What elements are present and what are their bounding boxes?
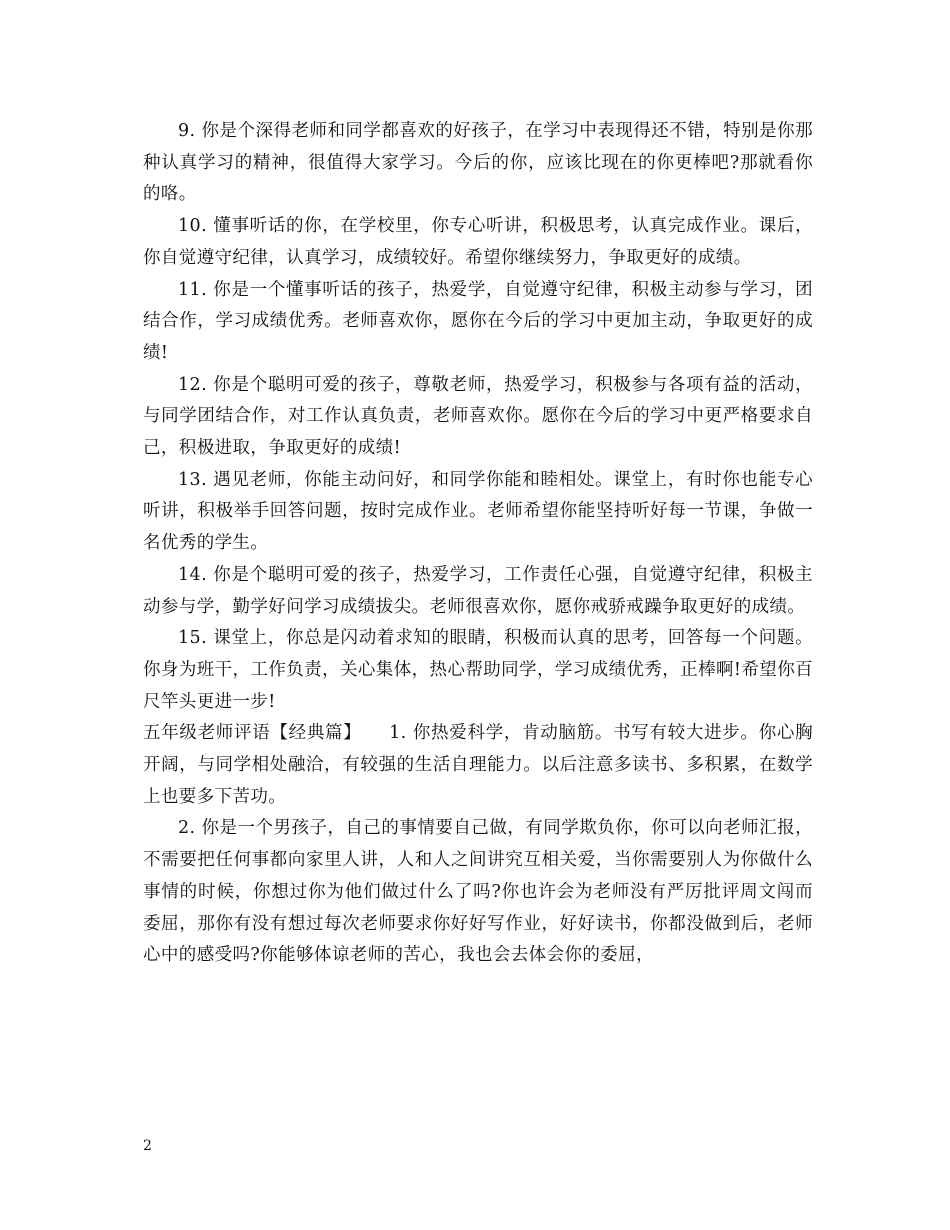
paragraph-section-start [143,718,813,813]
paragraph-comment-11: 11. 你是一个懂事听话的孩子，热爱学，自觉遵守纪律，积极主动参与学习，团结合作，学习成绩优秀。老师喜欢你，愿你在今后的学习中更加主动，争取更好的成绩! [143,279,813,363]
paragraph-comment-12: 12. 你是个聪明可爱的孩子，尊敬老师，热爱学习，积极参与各项有益的活动，与同学团结合作，对工作认真负责，老师喜欢你。愿你在今后的学习中更严格要求自己，积极进取，争取更好的成绩! [143,374,813,459]
paragraph-comment-15: 15. 课堂上，你总是闪动着求知的眼睛，积极而认真的思考，回答每一个问题。你身为班干，工作负责，关心集体，热心帮助同学，学习成绩优秀，正棒啊!希望你百尺竿头更进一步! [143,628,813,712]
paragraph-comment-13: 13. 遇见老师，你能主动问好，和同学你能和睦相处。课堂上，有时你也能专心听讲，积极举手回答问题，按时完成作业。老师希望你能坚持听好每一节课，争做一名优秀的学生。 [143,469,813,554]
paragraph-comment-14: 14. 你是个聪明可爱的孩子，热爱学习，工作责任心强，自觉遵守纪律，积极主动参与学，勤学好问学习成绩拔尖。老师很喜欢你，愿你戒骄戒躁争取更好的成绩。 [143,564,813,617]
section-heading: 五年级老师评语【经典篇】 [143,723,353,744]
document-body [143,116,813,972]
paragraph-comment-1: 1. 你热爱科学，肯动脑筋。书写有较大进步。你心胸开阔，与同学相处融洽，有较强的生活自理能力。以后注意多读书、多积累，在数学上也要多下苦功。 [143,723,813,807]
paragraph-comment-9: 9. 你是个深得老师和同学都喜欢的好孩子，在学习中表现得还不错，特别是你那种认真学习的精神，很值得大家学习。今后的你，应该比现在的你更棒吧?那就看你的咯。 [143,121,813,205]
paragraph-comment-10: 10. 懂事听话的你，在学校里，你专心听讲，积极思考，认真完成作业。课后，你自觉遵守纪律，认真学习，成绩较好。希望你继续努力，争取更好的成绩。 [143,216,813,268]
paragraph-comment-2: 2. 你是一个男孩子，自己的事情要自己做，有同学欺负你，你可以向老师汇报，不需要把任何事都向家里人讲，人和人之间讲究互相关爱，当你需要别人为你做什么事情的时候，你想过你为他们做过什么了吗?你也许会为老师没有严厉批评周文闯而委屈，那你有没有想过每次老师要求你好好写作业，好好读书，你都没做到后，老师心中的感受吗?你能够体谅老师的苦心，我也会去体会你的委屈， [143,818,813,966]
page-number: 2 [143,1138,152,1154]
